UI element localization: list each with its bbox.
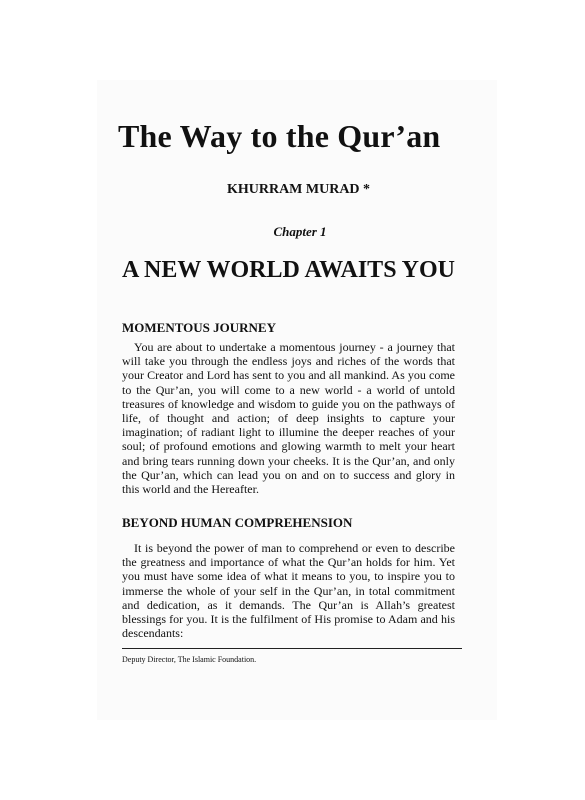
body-paragraph: It is beyond the power of man to comprehend or even to describe the greatness and importance of what the Qur’an holds for him. Yet you must have some idea of what it means to you, to inspire you to immerse the whole of your self in the Qur’an, in total commitment and dedication, as it demands. The Qur’an is Allah’s greatest blessings for you. It is the fulfilment of His promise to Adam and his descendants:	[122, 541, 455, 641]
section-heading: BEYOND HUMAN COMPREHENSION	[122, 515, 353, 530]
chapter-title: A NEW WORLD AWAITS YOU	[122, 257, 455, 283]
book-title: The Way to the Qur’an	[118, 118, 441, 154]
chapter-label: Chapter 1	[273, 224, 327, 239]
footnote: Deputy Director, The Islamic Foundation.	[122, 655, 257, 664]
footnote-divider	[122, 648, 462, 649]
author-name: KHURRAM MURAD *	[226, 182, 371, 197]
section-heading: MOMENTOUS JOURNEY	[122, 320, 276, 335]
body-paragraph: You are about to undertake a momentous journey - a journey that will take you through the endless joys and riches of the words that your Creator and Lord has sent to you and all mankind. As you come to the Qur’an, you will come to a new world - a world of untold treasures of knowledge and wisdom to guide you on the pathways of life, of thought and action; of deep insights to capture your imagination; of radiant light to illumine the deeper reaches of your soul; of profound emotions and glowing warmth to melt your heart and bring tears running down your cheeks. It is the Qur’an, and only the Qur’an, which can lead you on and on to success and glory in this world and the Hereafter.	[122, 340, 455, 497]
